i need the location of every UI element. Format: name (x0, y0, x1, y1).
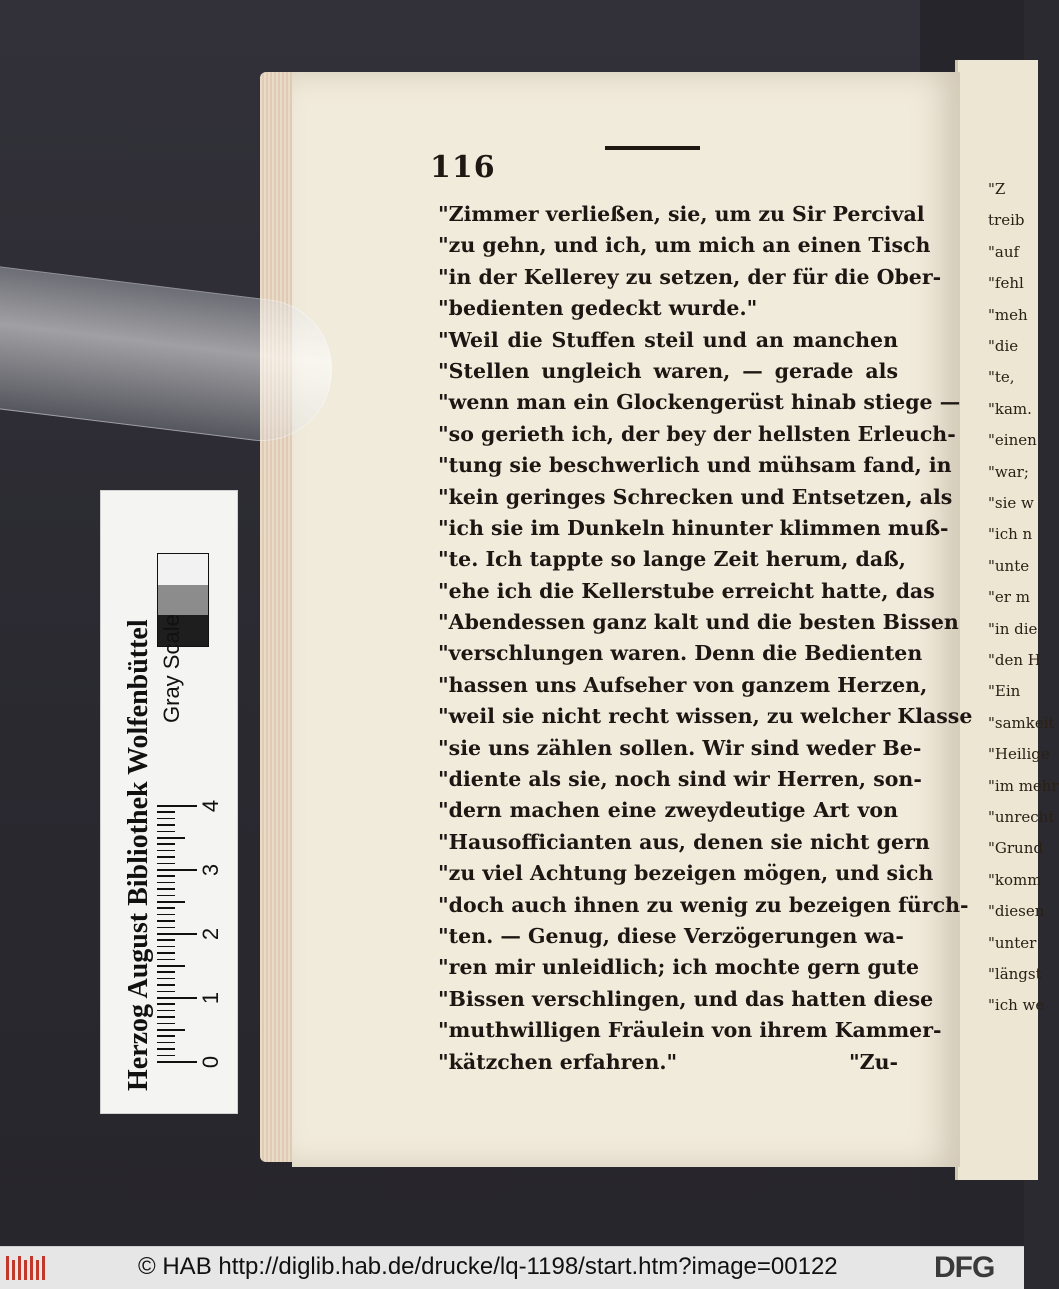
text-line-content: "ten. — Genug, diese Verzögerungen wa- (438, 923, 904, 948)
ruler-tick (157, 869, 197, 871)
text-line-content: "verschlungen waren. Denn die Bedienten (438, 641, 923, 666)
next-page-fragment: "unter (988, 933, 1037, 952)
next-page-fragment: "Z (988, 180, 1006, 198)
next-page (955, 60, 1059, 1180)
text-line (438, 607, 959, 638)
text-line (438, 1015, 942, 1046)
ruler-tick (157, 843, 175, 845)
dfg-logo: DFG (934, 1251, 995, 1284)
text-line (438, 827, 930, 858)
text-line (438, 701, 973, 732)
text-line (438, 419, 956, 450)
ruler (157, 761, 223, 1097)
text-line (438, 638, 923, 669)
footer-copyright-link[interactable]: © HAB http://diglib.hab.de/drucke/lq-1198/start.htm?image=00122 (138, 1253, 838, 1280)
next-page-fragment: "te, (988, 368, 1015, 387)
next-page-fragment: "den H (988, 651, 1041, 669)
next-page-fragment: "sie w (988, 494, 1034, 512)
next-page-fragment: "die (988, 337, 1019, 355)
text-line (438, 387, 961, 418)
footer-bar (0, 1246, 1024, 1289)
text-line-content: "weil sie nicht recht wissen, zu welcher Klasse (438, 704, 973, 729)
ruler-tick (157, 933, 197, 935)
ruler-tick (157, 946, 175, 948)
text-line-content: "bedienten gedeckt wurde." (438, 296, 758, 321)
page-number: 116 (430, 150, 496, 185)
ruler-number: 4 (198, 799, 223, 813)
ruler-tick (157, 991, 175, 993)
ruler-tick (157, 811, 175, 813)
ruler-tick (157, 959, 175, 961)
page-edge (260, 72, 296, 1162)
text-line-content: "kein geringes Schrecken und Entsetzen, als (438, 484, 953, 509)
ruler-tick (157, 1055, 175, 1057)
text-line-content: "sie uns zählen sollen. Wir sind weder Be- (438, 735, 922, 760)
ruler-tick (157, 927, 175, 929)
ruler-tick (157, 978, 175, 980)
next-page-fragment: "längst (988, 965, 1042, 983)
ruler-tick (157, 888, 175, 890)
text-line (438, 952, 920, 983)
text-line-content: "zu viel Achtung bezeigen mögen, und sich (438, 861, 934, 886)
text-line-content: "doch auch ihnen zu wenig zu bezeigen fürch- (438, 892, 969, 917)
text-line (438, 576, 935, 607)
ruler-tick (157, 805, 197, 807)
text-line-content: "wenn man ein Glockengerüst hinab stiege — (438, 390, 961, 415)
ruler-tick (157, 984, 175, 986)
ruler-tick (157, 1061, 197, 1063)
gray-scale-label: Gray Scale (159, 614, 184, 723)
ruler-tick (157, 907, 175, 909)
ruler-tick (157, 856, 175, 858)
ruler-tick (157, 965, 185, 967)
ruler-tick (157, 831, 175, 833)
ruler-number: 2 (198, 927, 223, 941)
text-line (438, 230, 931, 261)
text-line (438, 1047, 898, 1078)
text-line (438, 921, 904, 952)
ruler-tick (157, 952, 175, 954)
text-line (438, 356, 898, 387)
ruler-tick (157, 824, 175, 826)
next-page-fragment: "komm (988, 870, 1042, 889)
text-line-content: "ren mir unleidlich; ich mochte gern gute (438, 955, 920, 980)
next-page-fragment: "unrecht (988, 808, 1055, 826)
page-text (438, 199, 973, 1078)
text-line (438, 293, 898, 324)
ruler-tick (157, 1016, 175, 1018)
next-page-fragment: "im mehr (988, 776, 1059, 795)
ruler-tick (157, 850, 175, 852)
scale-title: Herzog August Bibliothek Wolfenbüttel (123, 619, 154, 1091)
text-line (438, 795, 898, 826)
text-line-content: "ehe ich die Kellerstube erreicht hatte, das (438, 578, 935, 603)
ruler-tick (157, 901, 185, 903)
next-page-fragment: "in die (988, 619, 1038, 638)
ruler-tick (157, 875, 175, 877)
ruler-tick (157, 1003, 175, 1005)
text-line (438, 984, 934, 1015)
ruler-tick (157, 895, 175, 897)
text-line (438, 325, 898, 356)
ruler-tick (157, 1029, 185, 1031)
ruler-tick (157, 1035, 175, 1037)
text-line (438, 890, 969, 921)
hab-logo-icon (4, 1254, 48, 1282)
next-page-fragment: "Grund (988, 839, 1043, 858)
ruler-tick (157, 914, 175, 916)
next-page-fragment: "einen (988, 431, 1037, 450)
text-line (438, 262, 942, 293)
text-line-content: "kätzchen erfahren." (438, 1049, 678, 1074)
text-line-content: "Abendessen ganz kalt und die besten Bissen (438, 610, 959, 635)
text-line-content: "tung sie beschwerlich und mühsam fand, in (438, 453, 952, 478)
text-line-content: "so gerieth ich, der bey der hellsten Erleuch- (438, 421, 956, 446)
text-line-content: "dern machen eine zweydeutige Art von (438, 798, 898, 823)
text-line (438, 544, 906, 575)
next-page-fragment: "meh (988, 305, 1028, 324)
text-line-content: "ich sie im Dunkeln hinunter klimmen muß- (438, 515, 949, 540)
header-rule (605, 146, 700, 150)
ruler-tick (157, 1048, 175, 1050)
next-page-fragment: treib (988, 211, 1025, 230)
text-line-content: "Zimmer verließen, sie, um zu Sir Percival (438, 202, 925, 226)
text-line (438, 858, 934, 889)
text-line-content: "Stellen ungleich waren, — gerade als (438, 358, 898, 383)
text-line-content: "hassen uns Aufseher von ganzem Herzen, (438, 672, 928, 697)
next-page-fragment: "war; (988, 462, 1029, 481)
next-page-fragment: "samkeit (988, 713, 1055, 732)
text-line (438, 450, 952, 481)
ruler-tick (157, 863, 175, 865)
next-page-fragment: "ich n (988, 525, 1033, 544)
next-page-fragment: "ich we (988, 996, 1045, 1015)
text-line-content: "zu gehn, und ich, um mich an einen Tisch (438, 233, 931, 258)
ruler-tick (157, 837, 185, 839)
text-line (438, 513, 949, 544)
text-line (438, 670, 928, 701)
text-line (438, 482, 953, 513)
book-page (292, 72, 973, 1167)
text-line-content: "muthwilligen Fräulein von ihrem Kammer- (438, 1018, 942, 1043)
text-line (438, 764, 922, 795)
ruler-tick (157, 997, 197, 999)
text-line-content: "diente als sie, noch sind wir Herren, son- (438, 767, 922, 792)
text-line (438, 199, 925, 230)
next-page-fragment: "Ein (988, 682, 1021, 701)
color-scale-bar (100, 490, 238, 1114)
ruler-number: 1 (198, 991, 223, 1005)
ruler-number: 3 (198, 863, 223, 877)
text-line-content: "te. Ich tappte so lange Zeit herum, daß, (438, 547, 906, 572)
ruler-tick (157, 920, 175, 922)
text-line-content: "in der Kellerey zu setzen, der für die Ober- (438, 264, 942, 289)
ruler-tick (157, 1023, 175, 1025)
ruler-number: 0 (198, 1055, 223, 1069)
text-line (438, 733, 922, 764)
next-page-fragment: "auf (988, 242, 1020, 261)
ruler-tick (157, 939, 175, 941)
text-line-content: "Weil die Stuffen steil und an manchen (438, 327, 898, 352)
ruler-tick (157, 1042, 175, 1044)
next-page-fragment: "er m (988, 588, 1030, 607)
ruler-tick (157, 818, 175, 820)
text-line-content: "Hausofficianten aus, denen sie nicht gern (438, 829, 930, 854)
next-page-fragment: "unte (988, 556, 1030, 575)
next-page-fragment: "Heilige (988, 745, 1050, 764)
text-line-content: "Bissen verschlingen, und das hatten diese (438, 986, 934, 1011)
next-page-fragment: "diesen (988, 902, 1045, 921)
ruler-tick (157, 1010, 175, 1012)
catchword: "Zu- (848, 1049, 898, 1074)
ruler-tick (157, 882, 175, 884)
ruler-tick (157, 971, 175, 973)
next-page-fragment: "kam. (988, 399, 1032, 418)
next-page-fragment: "fehl (988, 274, 1024, 293)
